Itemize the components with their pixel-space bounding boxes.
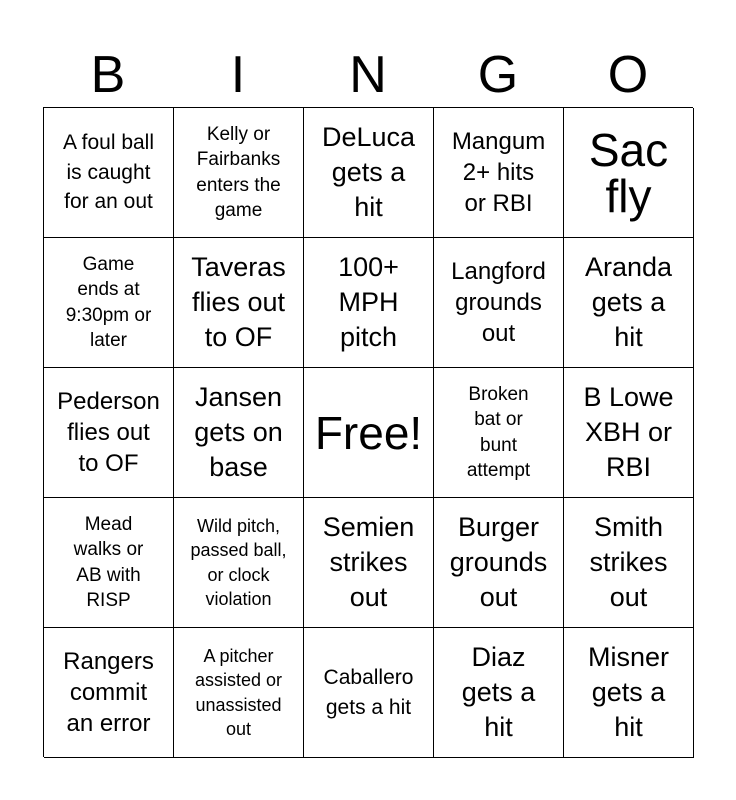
cell-text: Kelly or Fairbanks enters the game: [196, 124, 281, 221]
cell-text: Semien strikes out: [322, 511, 415, 613]
header-letter-i: I: [230, 46, 246, 104]
cell-text: A foul ball is caught for an out: [62, 131, 155, 214]
bingo-cell-r5-c3[interactable]: [304, 628, 434, 758]
cell-text: Caballero gets a hit: [323, 666, 414, 719]
bingo-cell-r4-c2[interactable]: [174, 498, 304, 628]
bingo-cell-r3-c2[interactable]: [174, 368, 304, 498]
cell-text: Burger grounds out: [449, 511, 548, 613]
header-letter-g: G: [477, 46, 519, 104]
cell-text: Langford grounds out: [451, 257, 546, 348]
header-letter-o: O: [607, 46, 649, 104]
cell-text: Mead walks or AB with RISP: [73, 514, 144, 611]
bingo-cell-r1-c1[interactable]: [44, 108, 174, 238]
bingo-cell-r2-c5[interactable]: [564, 238, 694, 368]
bingo-cell-r2-c1[interactable]: [44, 238, 174, 368]
cell-text: DeLuca gets a hit: [321, 121, 416, 223]
bingo-cell-r5-c1[interactable]: [44, 628, 174, 758]
header-letter-b: B: [90, 46, 126, 104]
free-space-text: Free!: [314, 406, 423, 459]
cell-text: B Lowe XBH or RBI: [583, 381, 674, 483]
cell-text: Aranda gets a hit: [584, 251, 673, 353]
bingo-cell-r2-c3[interactable]: [304, 238, 434, 368]
cell-text: Sac fly: [588, 123, 669, 222]
bingo-cell-r2-c4[interactable]: [434, 238, 564, 368]
cell-text: Jansen gets on base: [194, 381, 283, 483]
bingo-cell-r1-c2[interactable]: [174, 108, 304, 238]
bingo-cell-r5-c4[interactable]: [434, 628, 564, 758]
bingo-cell-r4-c1[interactable]: [44, 498, 174, 628]
bingo-cell-r3-c4[interactable]: [434, 368, 564, 498]
bingo-cell-free[interactable]: [304, 368, 434, 498]
bingo-cell-r1-c4[interactable]: [434, 108, 564, 238]
cell-text: Wild pitch, passed ball, or clock violation: [190, 515, 287, 609]
cell-text: Game ends at 9:30pm or later: [65, 254, 152, 351]
bingo-cell-r3-c5[interactable]: [564, 368, 694, 498]
bingo-board: [43, 107, 693, 757]
cell-text: Smith strikes out: [589, 511, 668, 613]
bingo-cell-r5-c2[interactable]: [174, 628, 304, 758]
bingo-cell-r5-c5[interactable]: [564, 628, 694, 758]
bingo-cell-r4-c3[interactable]: [304, 498, 434, 628]
cell-text: Rangers commit an error: [63, 647, 154, 738]
bingo-cell-r4-c5[interactable]: [564, 498, 694, 628]
cell-text: Taveras flies out to OF: [191, 251, 286, 353]
cell-text: A pitcher assisted or unassisted out: [194, 645, 283, 739]
cell-text: Broken bat or bunt attempt: [466, 384, 531, 481]
bingo-header: [43, 44, 693, 106]
bingo-cell-r2-c2[interactable]: [174, 238, 304, 368]
cell-text: 100+ MPH pitch: [338, 251, 399, 353]
cell-text: Diaz gets a hit: [461, 641, 536, 743]
cell-text: Mangum 2+ hits or RBI: [451, 127, 546, 218]
cell-text: Pederson flies out to OF: [57, 387, 160, 478]
header-letter-n: N: [349, 46, 387, 104]
bingo-cell-r1-c5[interactable]: [564, 108, 694, 238]
bingo-cell-r1-c3[interactable]: [304, 108, 434, 238]
bingo-cell-r3-c1[interactable]: [44, 368, 174, 498]
bingo-cell-r4-c4[interactable]: [434, 498, 564, 628]
cell-text: Misner gets a hit: [587, 641, 669, 743]
